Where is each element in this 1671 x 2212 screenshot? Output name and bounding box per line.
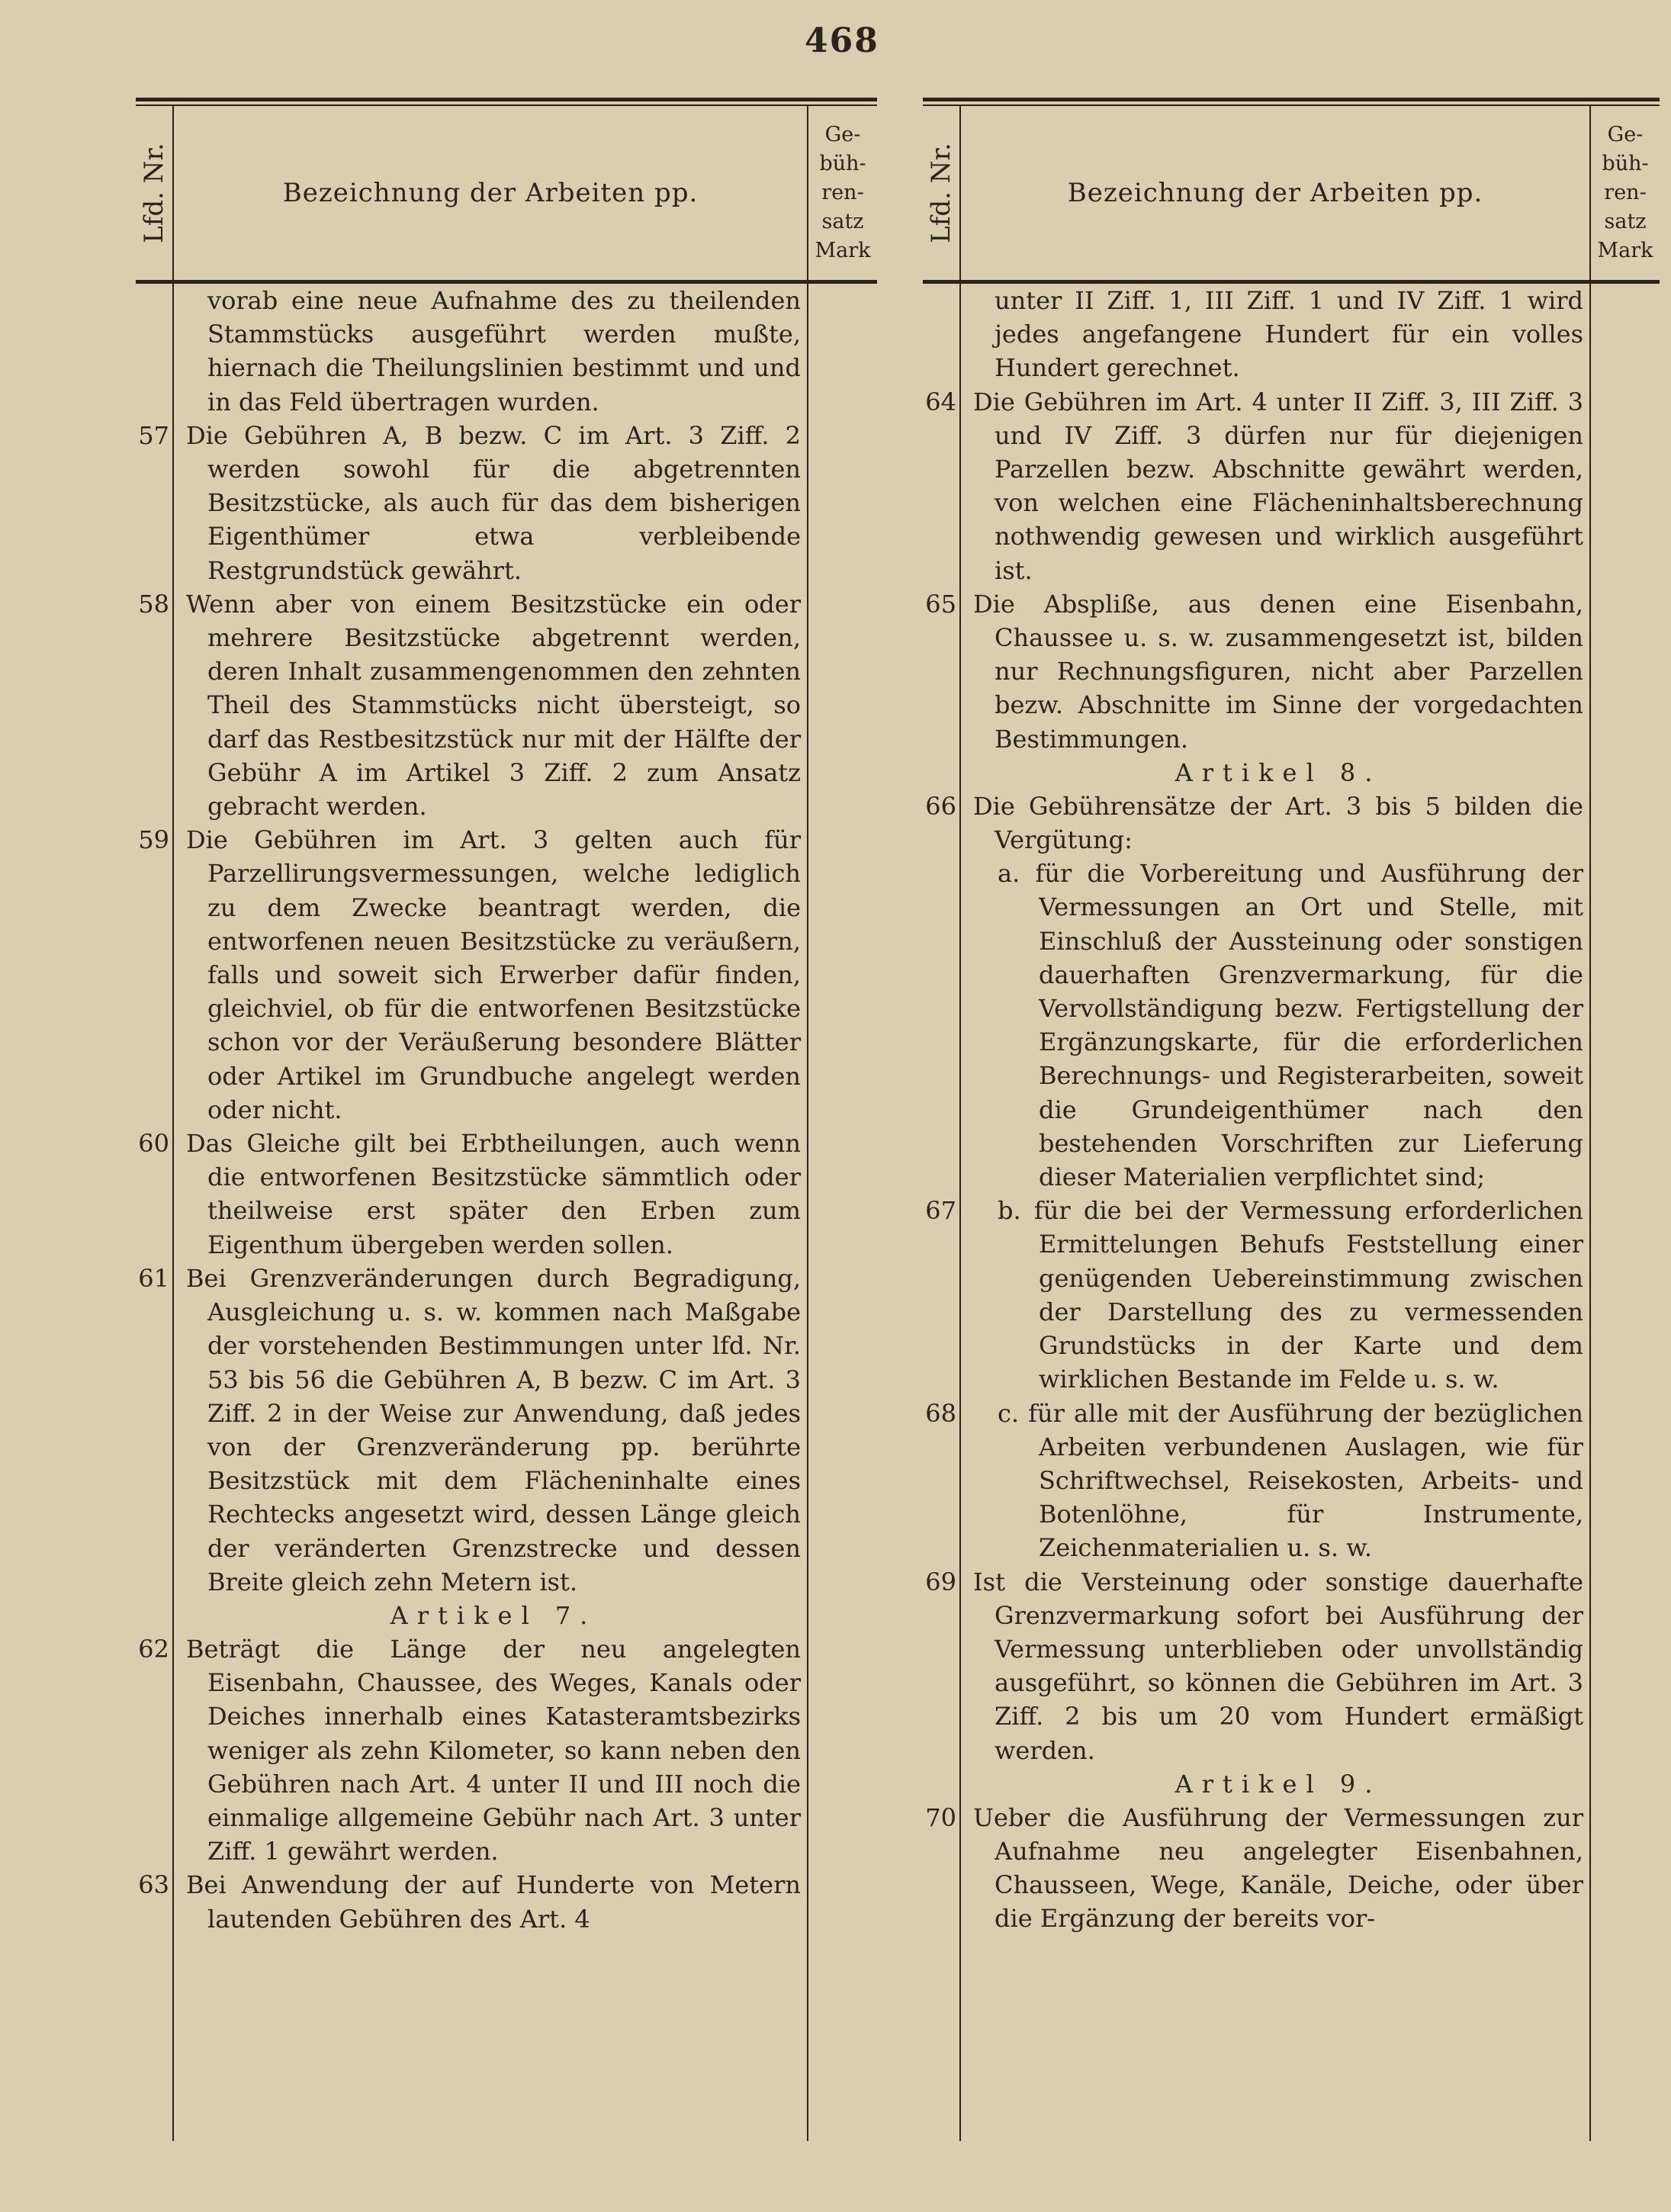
item-text: b. für die bei der Vermessung erforderlichen Ermittelungen Behufs Feststellung einer genügenden Uebereinstimmung zwischen der Darstellung des zu vermessenden Grundstücks in der Karte und dem wirklichen Bestande im Felde u. s. w. [998,1196,1583,1394]
table-header [136,106,877,284]
item-number: 59 [138,825,169,855]
header-fee-line: Ge- [1607,123,1644,146]
sub-item-c [925,1397,1583,1565]
header-fee-line: satz [821,210,864,233]
intro-paragraph: unter II Ziff. 1, III Ziff. 1 und IV Ziff. 1 wird jedes angefangene Hundert für ein volles Hundert gerechnet. [995,286,1583,383]
item-text: Bei Grenzveränderungen durch Begradigung, Ausgleichung u. s. w. kommen nach Maßgabe der vorstehenden Bestimmungen unter lfd. Nr. 53 bis 56 die Gebühren A, B bezw. C im Art. 3 Ziff. 2 in der Weise zur Anwendung, daß jedes von der Grenzveränderung pp. berührte Besitzstück mit dem Flächeninhalte eines Rechtecks angesetzt wird, dessen Länge gleich der veränderten Grenzstrecke und dessen Breite gleich zehn Metern ist. [186,1263,801,1596]
item-number: 60 [138,1129,169,1159]
item-text: Wenn aber von einem Besitzstücke ein oder mehrere Besitzstücke abgetrennt werden, deren Inhalt zusammengenommen den zehnten Theil des Stammstücks nicht übersteigt, so darf das Restbesitzstück nur mit der Hälfte der Gebühr A im Artikel 3 Ziff. 2 zum Ansatz gebracht werden. [186,589,801,821]
artikel-8-heading: Artikel 8. [1175,757,1382,787]
item-number: 70 [925,1802,956,1832]
item-58 [138,587,801,823]
item-66 [925,789,1583,857]
header-nr-label: Lfd. Nr. [926,143,956,243]
table-body [923,284,1660,2141]
header-fee-line: Mark [815,239,871,262]
item-61 [138,1262,801,1599]
item-number: 66 [925,791,956,821]
item-60 [138,1127,801,1262]
item-number: 65 [925,589,956,619]
header-fee-line: büh- [819,152,866,175]
text-column [925,284,1589,2141]
header-nr [136,106,174,280]
item-text: Ueber die Ausführung der Vermessungen zur Aufnahme neu angelegter Eisenbahnen, Chausseen, Wege, Kanäle, Deiche, oder über die Ergänzung der bereits vor- [973,1802,1583,1934]
artikel-9-heading: Artikel 9. [1175,1769,1382,1799]
fee-column [1589,284,1660,2141]
item-69 [925,1565,1583,1767]
item-text: c. für alle mit der Ausführung der bezüglichen Arbeiten verbundenen Auslagen, wie für Schriftwechsel, Reisekosten, Arbeits- und Botenlöhne, für Instrumente, Zeichenmaterialien u. s. w. [998,1398,1583,1563]
item-text: Die Gebühren A, B bezw. C im Art. 3 Ziff. 2 werden sowohl für die abgetrennten Besitzstücke, als auch für das dem bisherigen Eigenthümer etwa verbleibende Restgrundstück gewährt. [186,420,801,585]
item-number: 62 [138,1634,169,1664]
item-text: Die Gebühren im Art. 4 unter II Ziff. 3, III Ziff. 3 und IV Ziff. 3 dürfen nur für diejenigen Parzellen bezw. Abschnitte gewährt werden, von welchen eine Flächeninhaltsberechnung nothwendig gewesen und wirklich ausgeführt ist. [973,387,1583,585]
header-fee-line: ren- [821,181,864,204]
top-rule [136,98,877,101]
nr-column [136,284,174,2141]
artikel-7-heading: Artikel 7. [390,1600,597,1630]
item-65 [925,587,1583,756]
item-text: Beträgt die Länge der neu angelegten Eisenbahn, Chaussee, des Weges, Kanals oder Deiches innerhalb eines Katasteramtsbezirks weniger als zehn Kilometer, so kann neben den Gebühren nach Art. 4 unter II und III noch die einmalige allgemeine Gebühr nach Art. 3 unter Ziff. 1 gewährt werden. [186,1634,801,1866]
item-number: 57 [138,420,169,450]
item-57 [138,419,801,587]
item-70 [925,1801,1583,1936]
item-text: a. für die Vorbereitung und Ausführung der Vermessungen an Ort und Stelle, mit Einschluß der Aussteinung oder sonstigen dauerhaften Grenzvermarkung, für die Vervollständigung bezw. Fertigstellung der Ergänzungskarte, für die erforderlichen Berechnungs- und Registerarbeiten, soweit die Grundeigenthümer nach den bestehenden Vorschriften zur Lieferung dieser Materialien verpflichtet sind; [998,859,1583,1192]
item-text: Die Abspliße, aus denen eine Eisenbahn, Chaussee u. s. w. zusammengesetzt ist, bilden nur Rechnungsfiguren, nicht aber Parzellen bezw. Abschnitte im Sinne der vorgedachten Bestimmungen. [973,589,1583,754]
table-header [923,106,1660,284]
header-title: Bezeichnung der Arbeiten pp. [1067,178,1483,208]
item-number: 63 [138,1870,169,1900]
item-text: Ist die Versteinung oder sonstige dauerhafte Grenzvermarkung sofort bei Ausführung der Vermessung unterblieben oder unvollständig ausgeführt, so können die Gebühren im Art. 3 Ziff. 2 bis um 20 vom Hundert ermäßigt werden. [973,1567,1583,1765]
top-rule [923,98,1660,101]
text-column [138,284,807,2141]
item-number: 61 [138,1263,169,1293]
sub-item-a [973,857,1583,1194]
item-number: 64 [925,387,956,416]
header-fee-line: Ge- [824,123,861,146]
item-number: 58 [138,589,169,619]
page-number: 468 [805,21,879,60]
item-number: 67 [925,1196,956,1226]
header-fee-line: ren- [1604,181,1647,204]
right-column [923,98,1660,2141]
item-text: Das Gleiche gilt bei Erbtheilungen, auch wenn die entworfenen Besitzstücke sämmtlich oder theilweise erst später den Erben zum Eigenthum übergeben werden sollen. [186,1129,801,1259]
item-59 [138,823,801,1127]
sub-item-b [925,1194,1583,1396]
header-title: Bezeichnung der Arbeiten pp. [282,178,699,208]
header-fee-line: satz [1604,210,1647,233]
item-number: 69 [925,1567,956,1596]
fee-column [807,284,877,2141]
left-column [136,98,877,2141]
table-body [136,284,877,2141]
item-64 [925,385,1583,587]
header-fee [807,106,877,280]
header-fee-line: büh- [1602,152,1649,175]
header-fee-line: Mark [1597,239,1653,262]
item-62 [138,1632,801,1868]
item-number: 68 [925,1398,956,1428]
header-nr [923,106,961,280]
header-fee [1589,106,1660,280]
intro-paragraph: vorab eine neue Aufnahme des zu theilenden Stammstücks ausgeführt werden mußte, hiernach die Theilungslinien bestimmt und und in das Feld übertragen wurden. [207,286,801,416]
header-nr-label: Lfd. Nr. [139,143,169,243]
item-text: Die Gebühren im Art. 3 gelten auch für Parzellirungsvermessungen, welche lediglich zu dem Zwecke beantragt werden, die entworfenen neuen Besitzstücke zu veräußern, falls und soweit sich Erwerber dafür finden, gleichviel, ob für die entworfenen Besitzstücke schon vor der Veräußerung besondere Blätter oder Artikel im Grundbuche angelegt werden oder nicht. [186,825,801,1124]
item-text: Die Gebührensätze der Art. 3 bis 5 bilden die Vergütung: [973,791,1583,855]
item-text: Bei Anwendung der auf Hunderte von Metern lautenden Gebühren des Art. 4 [186,1870,801,1934]
item-63 [138,1868,801,1935]
